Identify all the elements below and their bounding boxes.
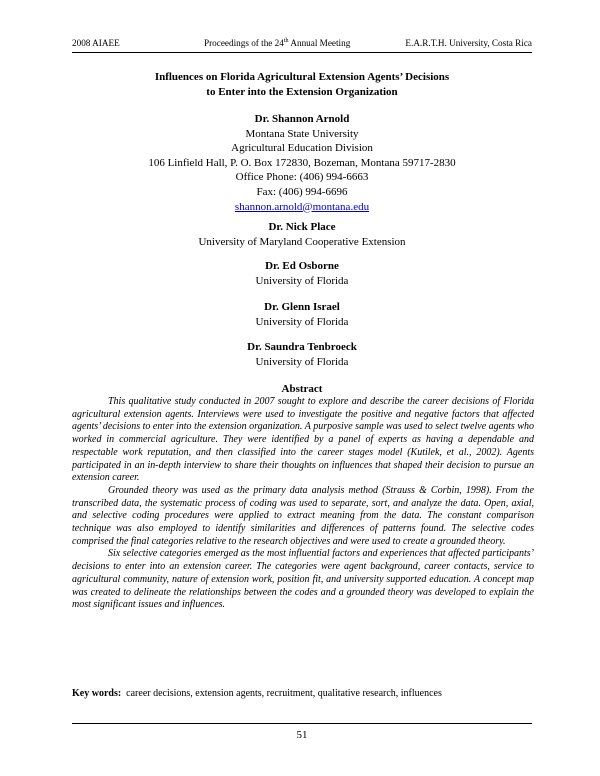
- author-name: Dr. Ed Osborne: [265, 260, 339, 272]
- header-center-post: Annual Meeting: [288, 38, 351, 48]
- header-center-pre: Proceedings of the 24: [204, 38, 284, 48]
- header-center: [204, 38, 350, 48]
- keywords: [72, 687, 532, 700]
- running-header: [72, 38, 532, 52]
- author-name: Dr. Saundra Tenbroeck: [247, 341, 357, 353]
- author-affiliation: University of Florida: [255, 315, 349, 328]
- author-fax: Fax: (406) 994-6696: [256, 185, 348, 198]
- abstract-paragraph: This qualitative study conducted in 2007 sought to explore and describe the career decisions of Florida agricultural extension agents. Interviews were used to investigate the positive and negative factors that affected agents’ decisions to enter into the extension organization. A purposive sample was used to select twelve agents who worked in commercial agriculture. They were identified by a panel of experts as having a dependable and respectable work reputation, and then classified into the career stages model (Kutilek, et al., 2002). Agents participated in an in-depth interview to share their thoughts on influences that shaped their decision to pursue an extension career.: [72, 396, 534, 484]
- author-name: Dr. Nick Place: [268, 221, 336, 233]
- author-block-place: [72, 220, 532, 249]
- author-block-osborne: [72, 259, 532, 288]
- author-address: 106 Linfield Hall, P. O. Box 172830, Bozeman, Montana 59717-2830: [148, 156, 456, 169]
- keywords-label: Key words:: [72, 688, 122, 699]
- abstract-body: [72, 396, 534, 612]
- header-center-sup: th: [283, 37, 289, 44]
- title-line-1: Influences on Florida Agricultural Extension Agents’ Decisions: [154, 71, 450, 83]
- author-affiliation: University of Maryland Cooperative Extension: [198, 235, 406, 248]
- abstract-paragraph: Six selective categories emerged as the most influential factors and experiences that affected participants’ decisions to enter into an extension career. The categories were agent background, career contacts, service to agricultural community, nature of extension work, position fit, and university supported education. A concept map was created to delineate the relationships between the codes and a grounded theory was developed to explain the most significant issues and influences.: [72, 548, 534, 611]
- header-left: 2008 AIAEE: [72, 38, 120, 48]
- author-phone: Office Phone: (406) 994-6663: [235, 171, 369, 184]
- author-block-tenbroeck: [72, 340, 532, 369]
- footer-rule: [72, 723, 532, 724]
- keywords-text: career decisions, extension agents, recruitment, qualitative research, influences: [126, 688, 442, 699]
- paper-title: [72, 70, 532, 100]
- author-affiliation: University of Florida: [255, 274, 349, 287]
- author-division: Agricultural Education Division: [231, 142, 373, 155]
- author-name: Dr. Glenn Israel: [264, 301, 340, 313]
- page-number: 51: [296, 729, 308, 741]
- header-right: E.A.R.T.H. University, Costa Rica: [405, 38, 532, 48]
- author-block-israel: [72, 300, 532, 329]
- author-name: Dr. Shannon Arnold: [254, 113, 350, 125]
- author-affiliation: Montana State University: [245, 127, 359, 140]
- abstract-heading: Abstract: [281, 383, 323, 395]
- header-rule: [72, 52, 532, 53]
- author-affiliation: University of Florida: [255, 355, 349, 368]
- title-line-2: to Enter into the Extension Organization: [206, 86, 398, 98]
- author-email-link[interactable]: shannon.arnold@montana.edu: [234, 200, 370, 213]
- author-block-arnold: [72, 112, 532, 214]
- abstract-paragraph: Grounded theory was used as the primary data analysis method (Strauss & Corbin, 1998). From the transcribed data, the systematic process of coding was used to separate, sort, and analyze the data. Open, axial, and selective coding procedures were applied to extract meaning from the data. The constant comparison technique was also employed to identify similarities and differences of patterns found. The selective codes comprised the final categories relative to the research objectives and were used to create a grounded theory.: [72, 484, 534, 547]
